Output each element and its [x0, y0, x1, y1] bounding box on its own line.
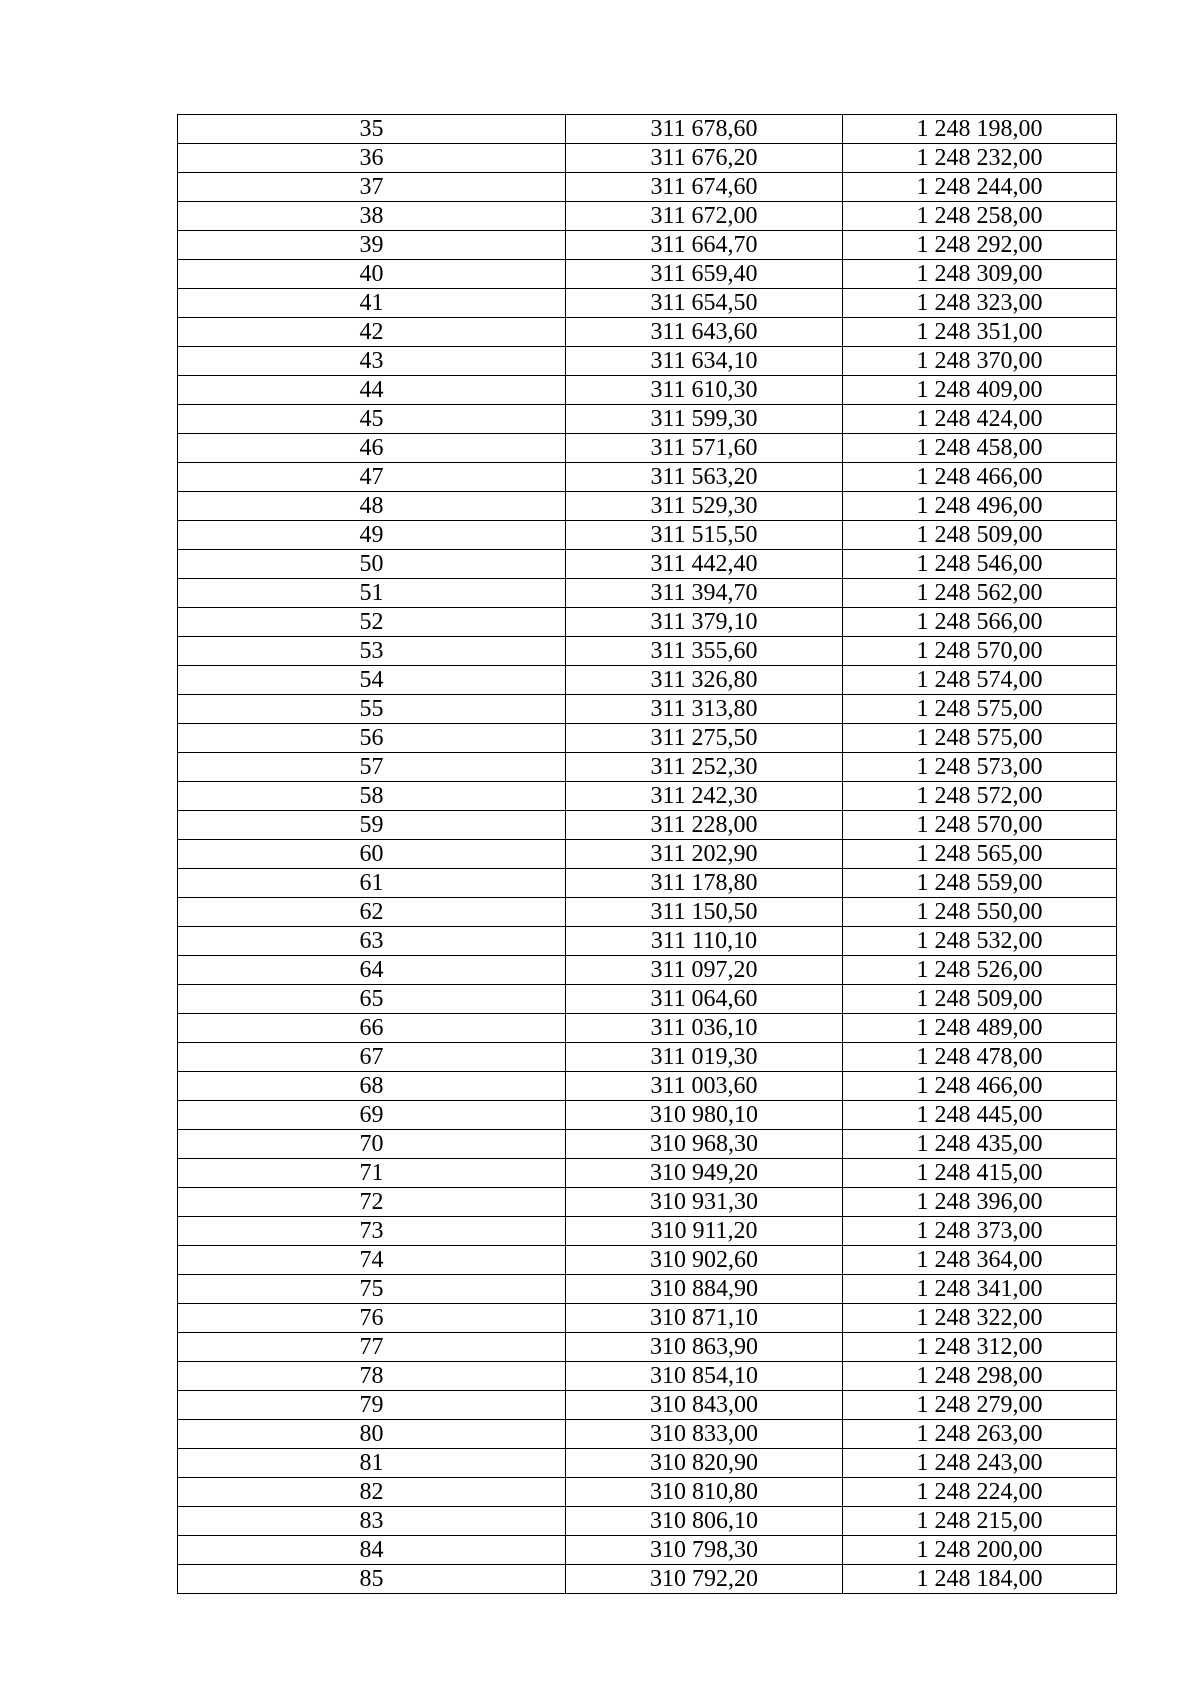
point-number-cell: 45 [178, 405, 566, 434]
table-row [178, 840, 1117, 869]
point-number-cell: 53 [178, 637, 566, 666]
y-coordinate-cell: 1 248 243,00 [843, 1449, 1117, 1478]
y-coordinate-cell: 1 248 409,00 [843, 376, 1117, 405]
point-number-cell: 51 [178, 579, 566, 608]
y-coordinate-cell: 1 248 532,00 [843, 927, 1117, 956]
point-number-cell: 75 [178, 1275, 566, 1304]
x-coordinate-cell: 311 654,50 [566, 289, 843, 318]
point-number-cell: 85 [178, 1565, 566, 1594]
table-row [178, 231, 1117, 260]
point-number-cell: 49 [178, 521, 566, 550]
y-coordinate-cell: 1 248 526,00 [843, 956, 1117, 985]
x-coordinate-cell: 311 313,80 [566, 695, 843, 724]
point-number-cell: 48 [178, 492, 566, 521]
y-coordinate-cell: 1 248 263,00 [843, 1420, 1117, 1449]
y-coordinate-cell: 1 248 198,00 [843, 115, 1117, 144]
y-coordinate-cell: 1 248 565,00 [843, 840, 1117, 869]
x-coordinate-cell: 310 792,20 [566, 1565, 843, 1594]
x-coordinate-cell: 311 019,30 [566, 1043, 843, 1072]
x-coordinate-cell: 311 110,10 [566, 927, 843, 956]
point-number-cell: 71 [178, 1159, 566, 1188]
y-coordinate-cell: 1 248 570,00 [843, 811, 1117, 840]
table-row [178, 1391, 1117, 1420]
x-coordinate-cell: 311 515,50 [566, 521, 843, 550]
y-coordinate-cell: 1 248 309,00 [843, 260, 1117, 289]
point-number-cell: 73 [178, 1217, 566, 1246]
point-number-cell: 40 [178, 260, 566, 289]
point-number-cell: 65 [178, 985, 566, 1014]
x-coordinate-cell: 311 036,10 [566, 1014, 843, 1043]
table-row [178, 1043, 1117, 1072]
point-number-cell: 47 [178, 463, 566, 492]
table-row [178, 521, 1117, 550]
table-row [178, 579, 1117, 608]
point-number-cell: 63 [178, 927, 566, 956]
table-row [178, 956, 1117, 985]
table-row [178, 318, 1117, 347]
x-coordinate-cell: 311 529,30 [566, 492, 843, 521]
y-coordinate-cell: 1 248 415,00 [843, 1159, 1117, 1188]
x-coordinate-cell: 310 968,30 [566, 1130, 843, 1159]
y-coordinate-cell: 1 248 546,00 [843, 550, 1117, 579]
x-coordinate-cell: 311 676,20 [566, 144, 843, 173]
point-number-cell: 61 [178, 869, 566, 898]
y-coordinate-cell: 1 248 232,00 [843, 144, 1117, 173]
x-coordinate-cell: 311 563,20 [566, 463, 843, 492]
table-row [178, 1507, 1117, 1536]
table-row [178, 550, 1117, 579]
x-coordinate-cell: 311 678,60 [566, 115, 843, 144]
x-coordinate-cell: 311 442,40 [566, 550, 843, 579]
y-coordinate-cell: 1 248 458,00 [843, 434, 1117, 463]
x-coordinate-cell: 311 394,70 [566, 579, 843, 608]
table-row [178, 1217, 1117, 1246]
point-number-cell: 84 [178, 1536, 566, 1565]
y-coordinate-cell: 1 248 575,00 [843, 724, 1117, 753]
table-row [178, 1014, 1117, 1043]
x-coordinate-cell: 310 798,30 [566, 1536, 843, 1565]
point-number-cell: 41 [178, 289, 566, 318]
table-row [178, 115, 1117, 144]
table-row [178, 753, 1117, 782]
y-coordinate-cell: 1 248 312,00 [843, 1333, 1117, 1362]
x-coordinate-cell: 310 911,20 [566, 1217, 843, 1246]
point-number-cell: 59 [178, 811, 566, 840]
x-coordinate-cell: 310 820,90 [566, 1449, 843, 1478]
table-row [178, 1275, 1117, 1304]
table-row [178, 434, 1117, 463]
point-number-cell: 78 [178, 1362, 566, 1391]
y-coordinate-cell: 1 248 279,00 [843, 1391, 1117, 1420]
table-row [178, 927, 1117, 956]
x-coordinate-cell: 311 643,60 [566, 318, 843, 347]
x-coordinate-cell: 311 355,60 [566, 637, 843, 666]
y-coordinate-cell: 1 248 445,00 [843, 1101, 1117, 1130]
point-number-cell: 60 [178, 840, 566, 869]
y-coordinate-cell: 1 248 373,00 [843, 1217, 1117, 1246]
table-row [178, 347, 1117, 376]
point-number-cell: 72 [178, 1188, 566, 1217]
point-number-cell: 69 [178, 1101, 566, 1130]
y-coordinate-cell: 1 248 566,00 [843, 608, 1117, 637]
point-number-cell: 54 [178, 666, 566, 695]
point-number-cell: 70 [178, 1130, 566, 1159]
x-coordinate-cell: 311 252,30 [566, 753, 843, 782]
point-number-cell: 52 [178, 608, 566, 637]
y-coordinate-cell: 1 248 298,00 [843, 1362, 1117, 1391]
table-row [178, 898, 1117, 927]
point-number-cell: 38 [178, 202, 566, 231]
x-coordinate-cell: 311 064,60 [566, 985, 843, 1014]
x-coordinate-cell: 311 379,10 [566, 608, 843, 637]
x-coordinate-cell: 310 854,10 [566, 1362, 843, 1391]
y-coordinate-cell: 1 248 509,00 [843, 521, 1117, 550]
point-number-cell: 74 [178, 1246, 566, 1275]
point-number-cell: 77 [178, 1333, 566, 1362]
table-row [178, 1159, 1117, 1188]
table-row [178, 289, 1117, 318]
y-coordinate-cell: 1 248 570,00 [843, 637, 1117, 666]
point-number-cell: 82 [178, 1478, 566, 1507]
x-coordinate-cell: 310 949,20 [566, 1159, 843, 1188]
point-number-cell: 57 [178, 753, 566, 782]
point-number-cell: 46 [178, 434, 566, 463]
point-number-cell: 43 [178, 347, 566, 376]
point-number-cell: 68 [178, 1072, 566, 1101]
point-number-cell: 44 [178, 376, 566, 405]
x-coordinate-cell: 311 659,40 [566, 260, 843, 289]
y-coordinate-cell: 1 248 323,00 [843, 289, 1117, 318]
table-row [178, 811, 1117, 840]
x-coordinate-cell: 310 902,60 [566, 1246, 843, 1275]
x-coordinate-cell: 310 871,10 [566, 1304, 843, 1333]
table-row [178, 637, 1117, 666]
point-number-cell: 50 [178, 550, 566, 579]
x-coordinate-cell: 310 980,10 [566, 1101, 843, 1130]
table-row [178, 1449, 1117, 1478]
table-row [178, 1565, 1117, 1594]
y-coordinate-cell: 1 248 258,00 [843, 202, 1117, 231]
point-number-cell: 66 [178, 1014, 566, 1043]
x-coordinate-cell: 310 884,90 [566, 1275, 843, 1304]
y-coordinate-cell: 1 248 244,00 [843, 173, 1117, 202]
y-coordinate-cell: 1 248 200,00 [843, 1536, 1117, 1565]
x-coordinate-cell: 311 003,60 [566, 1072, 843, 1101]
x-coordinate-cell: 311 275,50 [566, 724, 843, 753]
table-row [178, 782, 1117, 811]
table-row [178, 376, 1117, 405]
point-number-cell: 39 [178, 231, 566, 260]
table-row [178, 405, 1117, 434]
x-coordinate-cell: 311 599,30 [566, 405, 843, 434]
y-coordinate-cell: 1 248 292,00 [843, 231, 1117, 260]
table-row [178, 144, 1117, 173]
x-coordinate-cell: 311 664,70 [566, 231, 843, 260]
point-number-cell: 62 [178, 898, 566, 927]
table-row [178, 202, 1117, 231]
x-coordinate-cell: 310 931,30 [566, 1188, 843, 1217]
y-coordinate-cell: 1 248 562,00 [843, 579, 1117, 608]
x-coordinate-cell: 310 863,90 [566, 1333, 843, 1362]
x-coordinate-cell: 311 097,20 [566, 956, 843, 985]
point-number-cell: 64 [178, 956, 566, 985]
y-coordinate-cell: 1 248 184,00 [843, 1565, 1117, 1594]
x-coordinate-cell: 311 674,60 [566, 173, 843, 202]
x-coordinate-cell: 311 228,00 [566, 811, 843, 840]
x-coordinate-cell: 310 810,80 [566, 1478, 843, 1507]
point-number-cell: 67 [178, 1043, 566, 1072]
y-coordinate-cell: 1 248 572,00 [843, 782, 1117, 811]
y-coordinate-cell: 1 248 478,00 [843, 1043, 1117, 1072]
y-coordinate-cell: 1 248 424,00 [843, 405, 1117, 434]
y-coordinate-cell: 1 248 341,00 [843, 1275, 1117, 1304]
x-coordinate-cell: 311 326,80 [566, 666, 843, 695]
point-number-cell: 55 [178, 695, 566, 724]
table-row [178, 1101, 1117, 1130]
point-number-cell: 76 [178, 1304, 566, 1333]
y-coordinate-cell: 1 248 489,00 [843, 1014, 1117, 1043]
table-row [178, 173, 1117, 202]
y-coordinate-cell: 1 248 224,00 [843, 1478, 1117, 1507]
x-coordinate-cell: 311 634,10 [566, 347, 843, 376]
y-coordinate-cell: 1 248 509,00 [843, 985, 1117, 1014]
table-row [178, 724, 1117, 753]
table-row [178, 1072, 1117, 1101]
table-row [178, 1246, 1117, 1275]
x-coordinate-cell: 311 150,50 [566, 898, 843, 927]
coordinates-table [177, 114, 1117, 1594]
x-coordinate-cell: 311 610,30 [566, 376, 843, 405]
y-coordinate-cell: 1 248 322,00 [843, 1304, 1117, 1333]
table-row [178, 608, 1117, 637]
y-coordinate-cell: 1 248 573,00 [843, 753, 1117, 782]
coordinates-table-body [178, 115, 1117, 1594]
table-row [178, 1304, 1117, 1333]
y-coordinate-cell: 1 248 466,00 [843, 1072, 1117, 1101]
table-row [178, 260, 1117, 289]
table-row [178, 869, 1117, 898]
table-row [178, 1478, 1117, 1507]
x-coordinate-cell: 310 806,10 [566, 1507, 843, 1536]
y-coordinate-cell: 1 248 574,00 [843, 666, 1117, 695]
table-row [178, 492, 1117, 521]
point-number-cell: 56 [178, 724, 566, 753]
x-coordinate-cell: 311 242,30 [566, 782, 843, 811]
x-coordinate-cell: 311 571,60 [566, 434, 843, 463]
y-coordinate-cell: 1 248 370,00 [843, 347, 1117, 376]
y-coordinate-cell: 1 248 466,00 [843, 463, 1117, 492]
y-coordinate-cell: 1 248 559,00 [843, 869, 1117, 898]
table-row [178, 985, 1117, 1014]
y-coordinate-cell: 1 248 496,00 [843, 492, 1117, 521]
point-number-cell: 35 [178, 115, 566, 144]
point-number-cell: 83 [178, 1507, 566, 1536]
table-row [178, 1536, 1117, 1565]
x-coordinate-cell: 311 202,90 [566, 840, 843, 869]
y-coordinate-cell: 1 248 575,00 [843, 695, 1117, 724]
table-row [178, 695, 1117, 724]
y-coordinate-cell: 1 248 550,00 [843, 898, 1117, 927]
y-coordinate-cell: 1 248 364,00 [843, 1246, 1117, 1275]
y-coordinate-cell: 1 248 435,00 [843, 1130, 1117, 1159]
point-number-cell: 81 [178, 1449, 566, 1478]
table-row [178, 1362, 1117, 1391]
table-row [178, 1130, 1117, 1159]
point-number-cell: 36 [178, 144, 566, 173]
x-coordinate-cell: 311 672,00 [566, 202, 843, 231]
table-row [178, 1188, 1117, 1217]
table-row [178, 1333, 1117, 1362]
x-coordinate-cell: 310 833,00 [566, 1420, 843, 1449]
y-coordinate-cell: 1 248 351,00 [843, 318, 1117, 347]
point-number-cell: 80 [178, 1420, 566, 1449]
table-row [178, 1420, 1117, 1449]
y-coordinate-cell: 1 248 215,00 [843, 1507, 1117, 1536]
y-coordinate-cell: 1 248 396,00 [843, 1188, 1117, 1217]
point-number-cell: 42 [178, 318, 566, 347]
point-number-cell: 58 [178, 782, 566, 811]
table-row [178, 463, 1117, 492]
table-row [178, 666, 1117, 695]
point-number-cell: 37 [178, 173, 566, 202]
x-coordinate-cell: 310 843,00 [566, 1391, 843, 1420]
point-number-cell: 79 [178, 1391, 566, 1420]
x-coordinate-cell: 311 178,80 [566, 869, 843, 898]
